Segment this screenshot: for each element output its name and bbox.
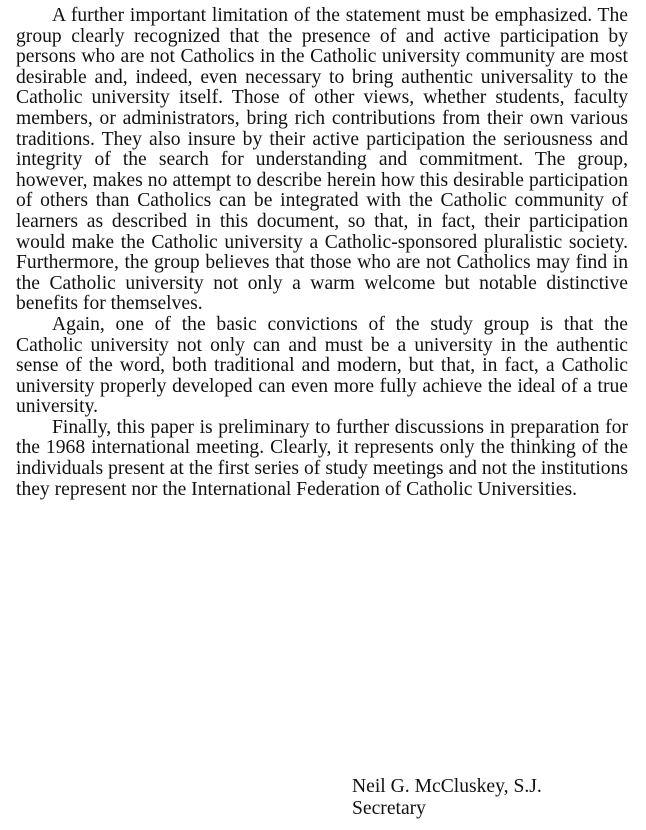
paragraph-limitation: A further important limitation of the statement must be emphasized. The group clearly recognized that the presence of and active participation by persons who are not Catholics in the Catholic university community are most desirable and, indeed, even necessary to bring authentic universality to the Catholic university itself. Those of other views, whether students, faculty members, or administrators, bring rich contributions from their own various traditions. They also insure by their active participation the seriousness and integrity of the search for understanding and commitment. The group, however, makes no attempt to describe herein how this desirable participation of others than Catholics can be integrated with the Catholic community of learners as described in this document, so that, in fact, their participation would make the Catholic university a Catholic-sponsored pluralistic society. Furthermore, the group believes that those who are not Catholics may find in the Catholic university not only a warm welcome but notable distinctive benefits for themselves. [16,5,628,315]
signature-title: Secretary [352,798,426,819]
document-body [16,6,628,500]
paragraph-convictions: Again, one of the basic convictions of the study group is that the Catholic university not only can and must be a university in the authentic sense of the word, both traditional and modern, but that, in fact, a Catholic university properly developed can even more fully achieve the ideal of a true university. [16,313,628,418]
signature-block [352,776,542,820]
paragraph-preliminary: Finally, this paper is preliminary to further discussions in preparation for the 1968 international meeting. Clearly, it represents only the thinking of the individuals present at the first series of study meetings and not the institutions they represent nor the International Federation of Catholic Universities. [16,416,628,500]
signature-name: Neil G. McCluskey, S.J. [352,776,542,797]
